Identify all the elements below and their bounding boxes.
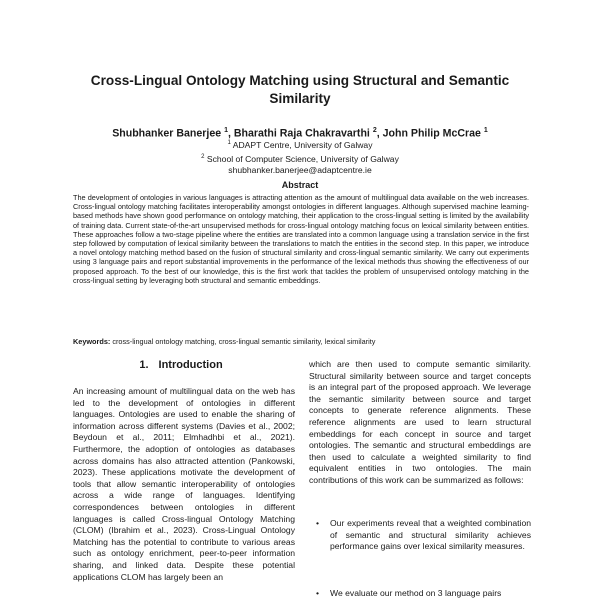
author-name: Shubhanker Banerjee [112,127,222,140]
section-heading [73,358,289,372]
section-number: 1. [139,359,149,371]
abstract-heading: Abstract [281,180,319,190]
list-item [316,588,531,600]
bullet-icon: • [316,518,320,528]
author-affiliation-mark: 2 [372,127,377,134]
body-text-left-column: An increasing amount of multilingual data on the web has led to the development of ontologies in different languages. Ontologies are used to enable the sharing of information across different systems (Davies et al., 2002; Beydoun et al., 2011; Elmhadhbi et al., 2021). Furthermore, the adoption of ontologies as databases across domains has also attracted attention (Pankowski, 2023). These applications motivate the development of tools that allow semantic interoperability of ontologies across a wide range of languages. Identifying correspondences between ontologies in different languages is called Cross-lingual Ontology Matching (CLOM) (Ibrahim et al., 2023). Cross-Lingual Ontology Matching has the potential to contribute to various areas such as ontology enrichment, peer-to-peer information sharing, and linked data. Despite these potential applications CLOM has largely been an [73,386,295,582]
bullet-icon: • [316,588,320,598]
author-email: shubhanker.banerjee@adaptcentre.ie [228,165,372,175]
list-item-text: Our experiments reveal that a weighted combination of semantic and structural similarity achieves performance gains over lexical similarity measures. [330,518,531,552]
abstract-body: The development of ontologies in various languages is attracting attention as the amount of multilingual data available on the web increases. Cross-lingual ontology matching facilitates interoperability amongst ontologies in different languages. Although supervised machine learning-based methods have shown good performance on ontology matching, their application to the cross-lingual setting is limited by the availability of training data. Current state-of-the-art unsupervised methods for cross-lingual ontology matching focus on lexical similarity between entities. These approaches follow a two-stage pipeline where the entities are translated into a common language using a translation service in the first step followed by computation of lexical similarity between the translations to match the entities in the second step. In this paper, we introduce a novel ontology matching method based on the fusion of structural similarity and cross-lingual semantic similarity. We carry out experiments using 3 language pairs and report substantial improvements in the performance of the lexical methods thus showing the effectiveness of our proposed approach. To the best of our knowledge, this is the first work that tackles the problem of unsupervised ontology matching in the cross-lingual setting by leveraging both structural and semantic embeddings. [73,193,529,285]
paper-title: Cross-Lingual Ontology Matching using Structural and Semantic Similarity [90,73,510,106]
affiliation-mark: 2 [201,154,205,160]
author-name: Bharathi Raja Chakravarthi [233,127,370,140]
author-list: Shubhanker Banerjee $^1$, Bharathi Raja Chakravarthi $^2$, John Philip McCrae $^1$ [112,127,488,140]
body-text-right-column: which are then used to compute semantic similarity. Structural similarity between source and target concepts is an integral part of the proposed approach. We leverage the semantic similarity between source and target concepts to generate reference alignments. These reference alignments are used to learn structural embeddings for each concept in source and target ontologies. The semantic and structural embeddings are then used to calculate a weighted similarity to find equivalent entities in two ontologies. The main contributions of this work can be summarized as follows: [309,359,531,485]
list-item [316,518,531,553]
author-affiliation-mark: 1 [224,127,228,134]
keywords-text: cross-lingual ontology matching, cross-lingual semantic similarity, lexical similarity [112,337,376,346]
affiliation [40,138,560,151]
affiliation-mark: 1 [227,140,231,146]
author-affiliation-mark: 1 [483,127,488,134]
affiliation [40,152,560,165]
affiliation-text: School of Computer Science, University of Galway [206,153,399,164]
author-name: John Philip McCrae [382,127,481,140]
list-item-text: We evaluate our method on 3 language pairs [330,588,502,598]
affiliation-text: ADAPT Centre, University of Galway [232,139,373,150]
keywords-label: Keywords: [73,337,111,346]
section-title: Introduction [158,359,223,371]
keywords [73,337,529,346]
